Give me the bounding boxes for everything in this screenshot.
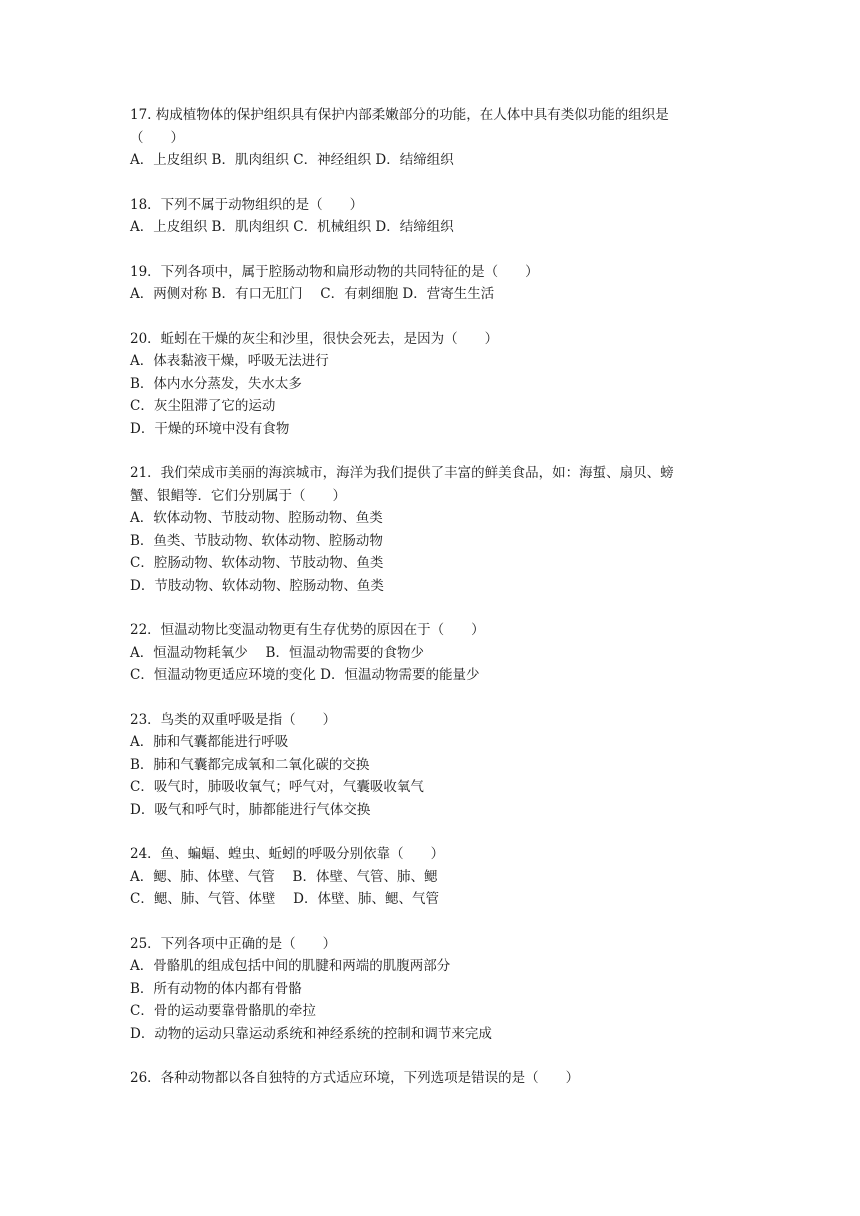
question-line: （ ） (130, 129, 184, 146)
question-line: C．鳃、肺、气管、体壁 D．体壁、肺、鳃、气管 (130, 891, 439, 907)
question-line: A．鳃、肺、体壁、气管 B．体壁、气管、肺、鳃 (130, 868, 438, 885)
question-stem: 19．下列各项中，属于腔肠动物和扁形动物的共同特征的是（ ） (130, 263, 539, 280)
question-17 (130, 104, 735, 172)
question-line: C．腔肠动物、软体动物、节肢动物、鱼类 (130, 555, 384, 571)
question-line: A．体表黏液干燥，呼吸无法进行 (130, 353, 329, 369)
question-stem: 23．鸟类的双重呼吸是指（ ） (130, 711, 337, 728)
question-line: D．动物的运动只靠运动系统和神经系统的控制和调节来完成 (130, 1025, 492, 1042)
question-23 (130, 709, 735, 822)
question-line: 蟹、银鲳等．它们分别属于（ ） (130, 487, 346, 504)
question-line: A．上皮组织 B．肌肉组织 C．神经组织 D．结缔组织 (130, 152, 454, 168)
question-stem: 24．鱼、蝙蝠、蝗虫、蚯蚓的呼吸分别依靠（ ） (130, 846, 445, 862)
question-line: C．灰尘阻滞了它的运动 (130, 398, 276, 414)
question-18 (130, 194, 735, 239)
question-26 (130, 1067, 735, 1090)
question-line: B．所有动物的体内都有骨骼 (130, 980, 302, 997)
question-stem: 25．下列各项中正确的是（ ） (130, 935, 337, 952)
question-stem: 22．恒温动物比变温动物更有生存优势的原因在于（ ） (130, 622, 485, 638)
question-stem: 20．蚯蚓在干燥的灰尘和沙里，很快会死去，是因为（ ） (130, 330, 499, 347)
document-page (130, 104, 735, 1112)
question-line: A．软体动物、节肢动物、腔肠动物、鱼类 (130, 510, 383, 526)
question-stem: 17. 构成植物体的保护组织具有保护内部柔嫩部分的功能，在人体中具有类似功能的组织是 (130, 107, 669, 123)
question-21 (130, 462, 735, 597)
question-line: A．两侧对称 B．有口无肛门 C．有刺细胞 D．营寄生生活 (130, 286, 495, 302)
question-line: D．节肢动物、软体动物、腔肠动物、鱼类 (130, 577, 384, 594)
question-line: C．骨的运动要靠骨骼肌的牵拉 (130, 1003, 316, 1019)
question-line: C．恒温动物更适应环境的变化 D．恒温动物需要的能量少 (130, 667, 480, 683)
question-20 (130, 328, 735, 441)
question-24 (130, 843, 735, 911)
question-line: A．肺和气囊都能进行呼吸 (130, 734, 289, 750)
question-line: A．恒温动物耗氧少 B．恒温动物需要的食物少 (130, 644, 424, 661)
question-line: D．吸气和呼气时，肺都能进行气体交换 (130, 801, 371, 818)
question-19 (130, 261, 735, 306)
question-line: B．肺和气囊都完成氧和二氧化碳的交换 (130, 756, 370, 773)
question-stem: 26．各种动物都以各自独特的方式适应环境，下列选项是错误的是（ ） (130, 1070, 580, 1086)
question-line: B．鱼类、节肢动物、软体动物、腔肠动物 (130, 532, 383, 549)
question-stem: 18．下列不属于动物组织的是（ ） (130, 196, 364, 213)
question-stem: 21．我们荣成市美丽的海滨城市，海洋为我们提供了丰富的鲜美食品，如：海蜇、扇贝、螃 (130, 465, 674, 481)
question-line: B．体内水分蒸发，失水太多 (130, 375, 302, 392)
question-25 (130, 933, 735, 1046)
question-22 (130, 619, 735, 687)
question-line: D．干燥的环境中没有食物 (130, 420, 290, 437)
question-line: A．骨骼肌的组成包括中间的肌腱和两端的肌腹两部分 (130, 958, 451, 974)
question-line: A．上皮组织 B．肌肉组织 C．机械组织 D．结缔组织 (130, 219, 454, 235)
question-line: C．吸气时，肺吸收氧气；呼气对，气囊吸收氧气 (130, 779, 424, 795)
